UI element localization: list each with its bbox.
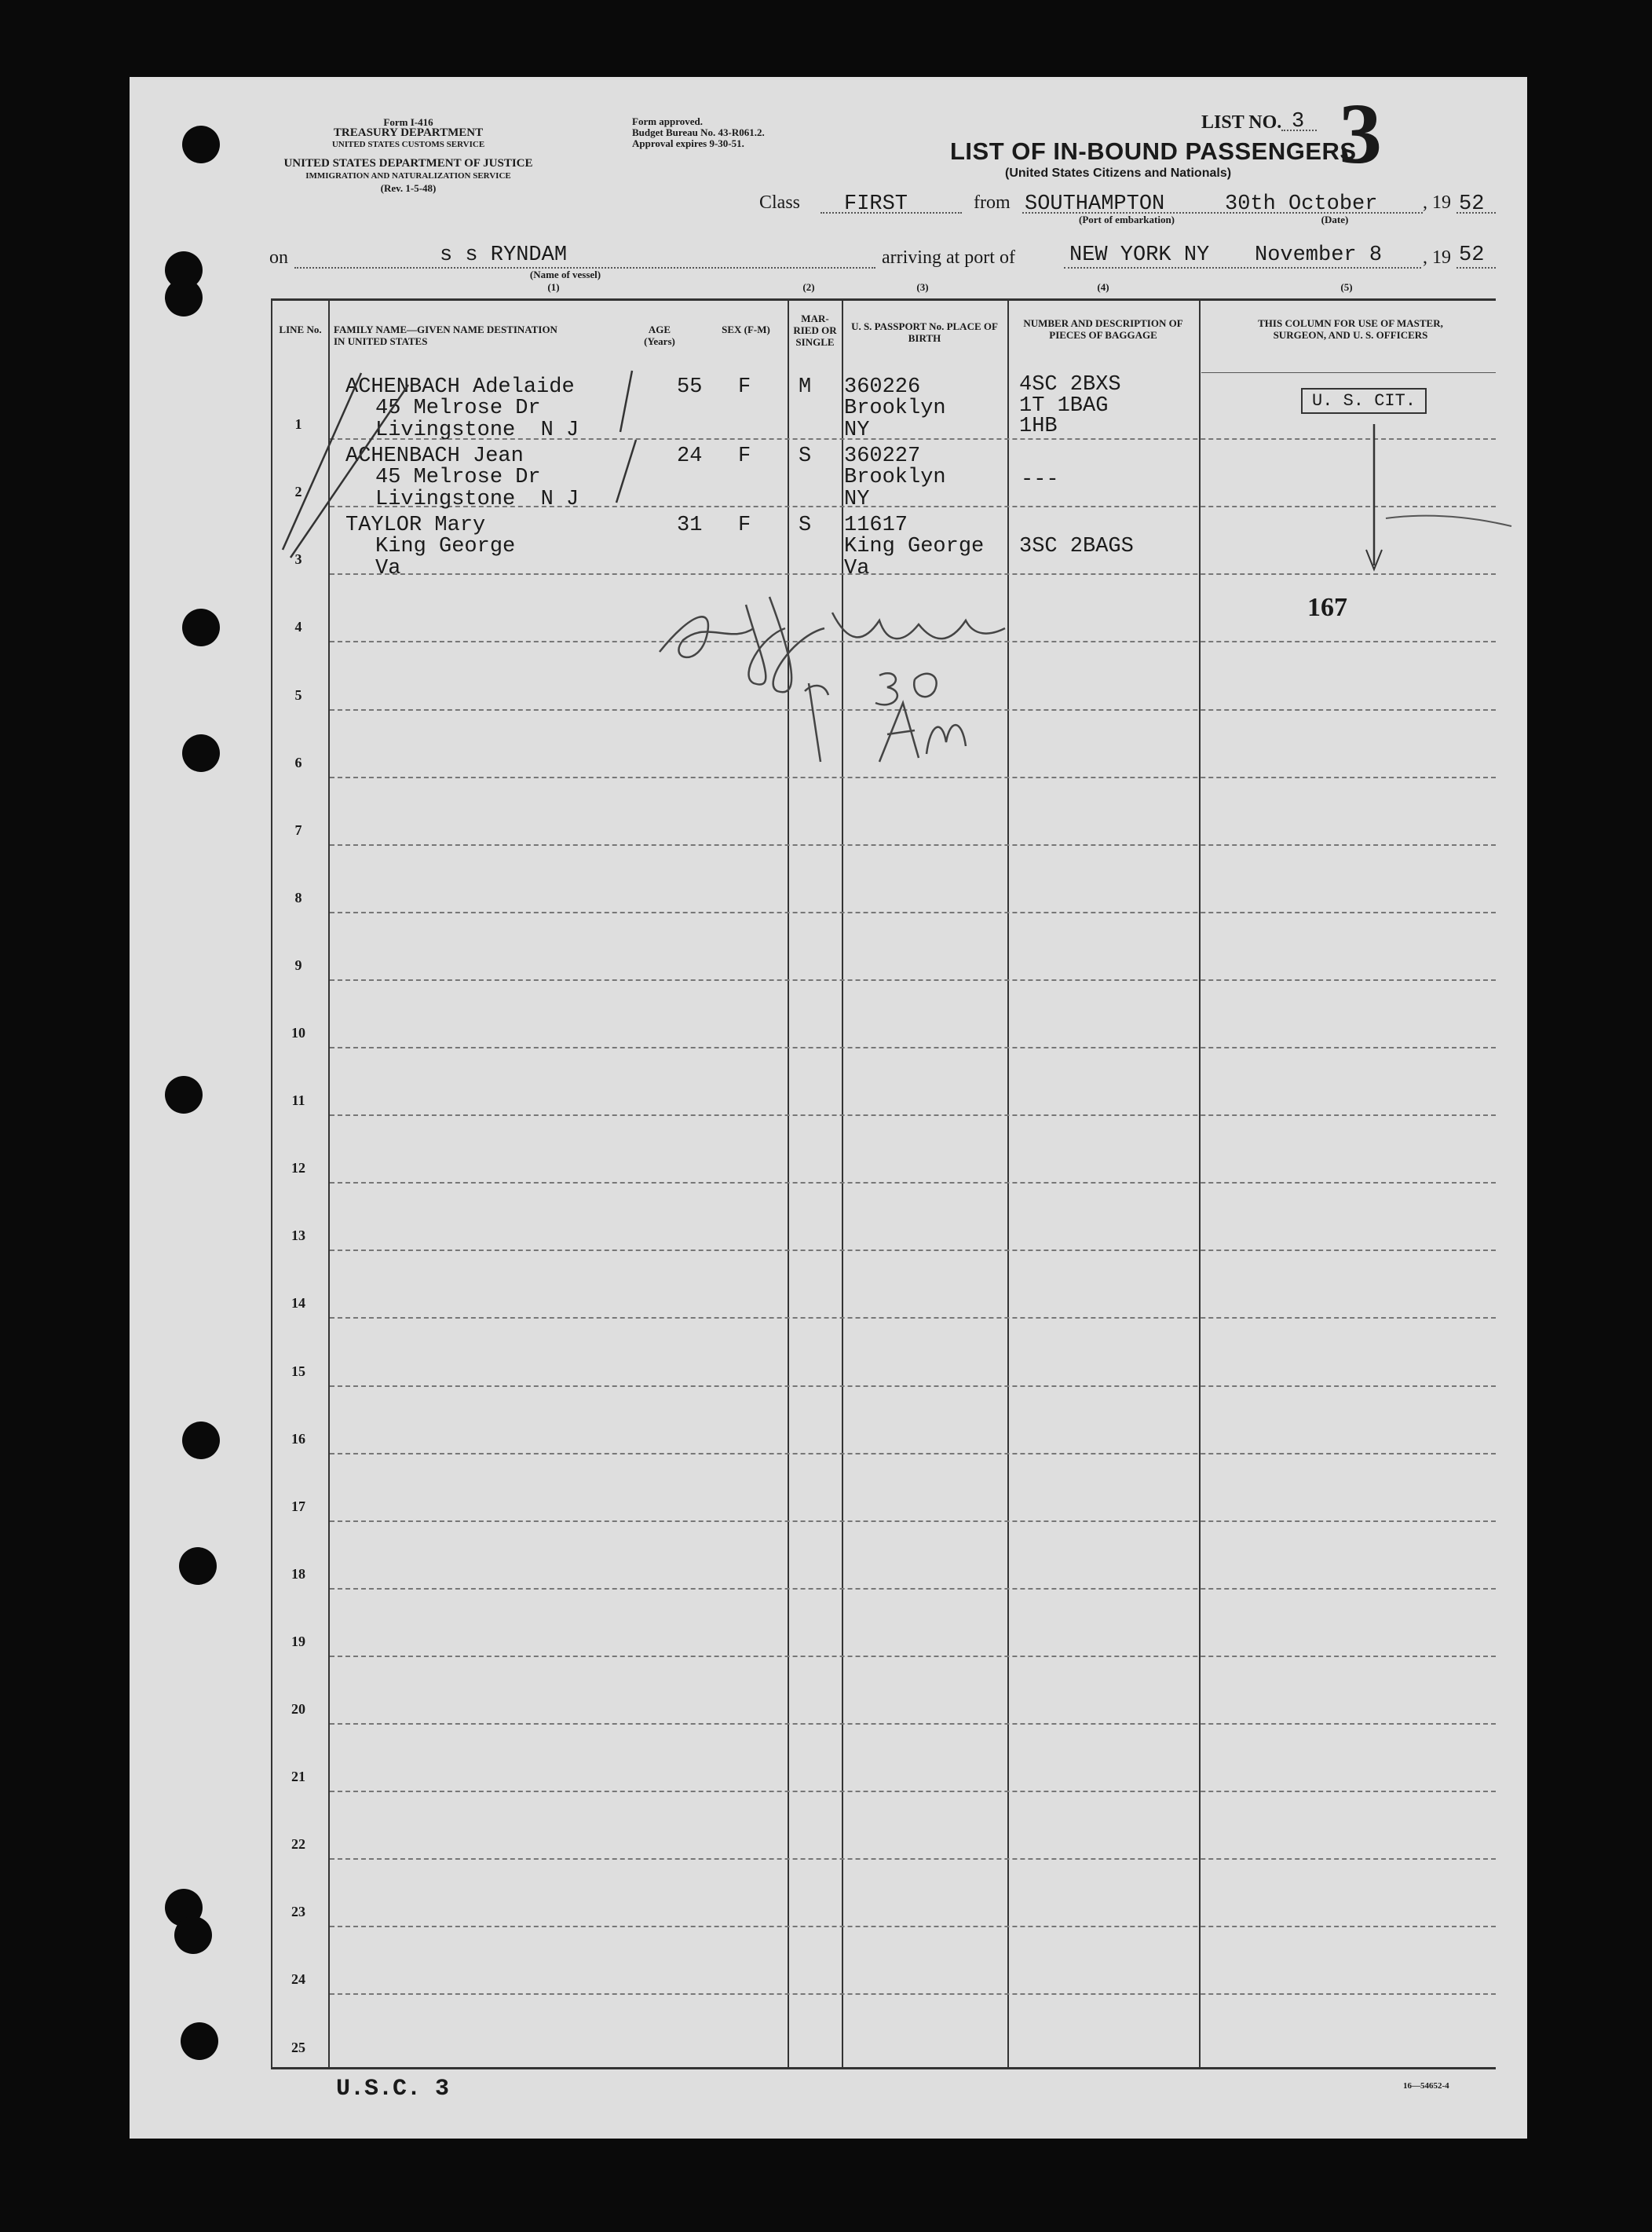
passenger-1-married: M <box>799 375 812 399</box>
header-name: FAMILY NAME—GIVEN NAME DESTINATION IN UNITED STATES <box>334 324 557 347</box>
binder-hole <box>165 1076 203 1114</box>
row-divider <box>330 1047 1496 1048</box>
col-1-number: (1) <box>547 281 560 293</box>
arrival-date: November 8 <box>1255 243 1383 267</box>
arrow-mark <box>1327 416 1515 573</box>
on-label: on <box>269 247 288 268</box>
line-number: 11 <box>291 1092 305 1109</box>
line-number: 3 <box>294 551 302 568</box>
approval-block: Form approved. Budget Bureau No. 43-R061.2. Approval expires 9-30-51. <box>632 115 765 149</box>
passenger-3-passport: 11617 <box>844 514 908 537</box>
form-number: Form I-416 <box>383 116 433 128</box>
passenger-3-married: S <box>799 514 812 537</box>
binder-hole <box>182 609 220 646</box>
row-divider <box>330 1317 1496 1319</box>
passenger-2-addr1: 45 Melrose Dr <box>375 466 541 489</box>
line-number: 17 <box>291 1498 305 1514</box>
arrival-year: 52 <box>1459 243 1485 267</box>
header-sex: SEX (F-M) <box>722 324 770 335</box>
row-divider <box>330 1520 1496 1522</box>
line-number: 8 <box>294 889 302 906</box>
row-divider <box>330 844 1496 846</box>
from-value: SOUTHAMPTON <box>1025 192 1165 216</box>
header-line-no: LINE No. <box>279 324 322 335</box>
handwritten-signature <box>644 565 1068 785</box>
row-divider <box>330 1182 1496 1184</box>
binder-hole <box>182 734 220 772</box>
vessel-name: s s RYNDAM <box>440 243 568 267</box>
col-2-number: (2) <box>802 281 815 293</box>
list-no-typed: 3 <box>1292 110 1305 134</box>
binder-hole <box>182 1422 220 1459</box>
passenger-3-addr1: King George <box>375 535 516 558</box>
line-number: 9 <box>294 957 302 973</box>
row-divider <box>330 1791 1496 1792</box>
passenger-1-bag1: 4SC 2BXS <box>1019 373 1121 397</box>
line-number: 12 <box>291 1160 305 1176</box>
binder-hole <box>165 279 203 317</box>
class-value: FIRST <box>844 192 908 216</box>
passenger-2-passport: 360227 <box>844 445 921 468</box>
row-divider <box>330 1926 1496 1927</box>
passenger-1-addr1: 45 Melrose Dr <box>375 397 541 420</box>
passenger-3-sex: F <box>738 514 751 537</box>
line-number: 7 <box>294 821 302 838</box>
passenger-2-bag1: --- <box>1021 468 1059 492</box>
line-number: 22 <box>291 1836 305 1853</box>
row-divider <box>330 912 1496 913</box>
passenger-3-birth2: Va <box>844 557 870 580</box>
line-number: 16 <box>291 1430 305 1447</box>
date-value: 30th October <box>1225 192 1378 216</box>
passenger-1-bag3: 1HB <box>1019 415 1058 438</box>
treasury-department: TREASURY DEPARTMENT <box>333 126 484 139</box>
us-cit-stamp: U. S. CIT. <box>1301 388 1427 414</box>
header-passport: U. S. PASSPORT No. PLACE OF BIRTH <box>851 320 998 344</box>
line-number: 24 <box>291 1971 305 1988</box>
line-number: 25 <box>291 2039 305 2055</box>
line-number: 13 <box>291 1228 305 1244</box>
line-number: 15 <box>291 1363 305 1379</box>
form-code: 16—54652-4 <box>1403 2081 1449 2091</box>
line-number: 4 <box>294 619 302 635</box>
arrival-port: NEW YORK NY <box>1069 243 1210 267</box>
year-value: 52 <box>1459 192 1485 216</box>
year-prefix: , 19 <box>1423 192 1451 213</box>
row-divider <box>330 979 1496 981</box>
passenger-3-age: 31 <box>677 514 703 537</box>
immigration-service: IMMIGRATION AND NATURALIZATION SERVICE <box>305 171 511 181</box>
col-4-number: (4) <box>1097 281 1109 293</box>
passenger-3-addr2: Va <box>375 557 401 580</box>
from-label: from <box>974 192 1011 213</box>
line-number: 21 <box>291 1769 305 1785</box>
revision: (Rev. 1-5-48) <box>380 182 437 194</box>
col-5-number: (5) <box>1340 281 1353 293</box>
vessel-caption: (Name of vessel) <box>529 269 601 280</box>
line-number: 1 <box>294 416 302 433</box>
arrival-year-prefix: , 19 <box>1423 247 1451 268</box>
list-no-label: LIST NO. <box>1201 112 1282 133</box>
binder-hole <box>182 126 220 163</box>
passenger-2-addr2: Livingstone N J <box>375 488 579 511</box>
passenger-1-sex: F <box>738 375 751 399</box>
line-number: 14 <box>291 1295 305 1312</box>
row-divider <box>330 1453 1496 1454</box>
header-married: MAR- RIED OR SINGLE <box>793 313 837 348</box>
port-caption: (Port of embarkation) <box>1078 214 1175 225</box>
row-divider <box>330 1723 1496 1725</box>
row-divider <box>330 1993 1496 1995</box>
line-number: 20 <box>291 1701 305 1717</box>
row-divider <box>330 1250 1496 1251</box>
header-baggage: NUMBER AND DESCRIPTION OF PIECES OF BAGGAGE <box>1023 317 1183 341</box>
passenger-1-passport: 360226 <box>844 375 921 399</box>
passenger-2-birth2: NY <box>844 488 870 511</box>
line-number: 5 <box>294 686 302 703</box>
col-3-number: (3) <box>916 281 929 293</box>
binder-hole <box>174 1916 212 1954</box>
line-number: 6 <box>294 754 302 770</box>
class-label: Class <box>759 192 801 213</box>
strike-marks <box>267 361 644 581</box>
row-divider <box>330 1858 1496 1860</box>
passenger-1-birth1: Brooklyn <box>844 397 946 420</box>
list-no-big: 3 <box>1339 86 1382 181</box>
passenger-1-name: ACHENBACH Adelaide <box>345 375 575 399</box>
line-number: 2 <box>294 484 302 500</box>
page-title: LIST OF IN-BOUND PASSENGERS <box>950 137 1357 165</box>
passenger-2-married: S <box>799 445 812 468</box>
passenger-1-bag2: 1T 1BAG <box>1019 394 1109 418</box>
passenger-2-age: 24 <box>677 445 703 468</box>
passenger-1-birth2: NY <box>844 419 870 442</box>
customs-service: UNITED STATES CUSTOMS SERVICE <box>331 140 485 149</box>
row-divider <box>330 1656 1496 1657</box>
page-subtitle: (United States Citizens and Nationals) <box>1005 166 1232 180</box>
line-number: 10 <box>291 1025 305 1041</box>
usc-code: U.S.C. 3 <box>336 2076 450 2102</box>
line-number: 19 <box>291 1633 305 1649</box>
justice-department: UNITED STATES DEPARTMENT OF JUSTICE <box>283 157 533 170</box>
date-caption: (Date) <box>1321 214 1349 225</box>
line-number: 23 <box>291 1904 305 1920</box>
passenger-2-name: ACHENBACH Jean <box>345 445 524 468</box>
binder-hole <box>181 2022 218 2060</box>
header-age: AGE (Years) <box>644 324 675 347</box>
header-officers: THIS COLUMN FOR USE OF MASTER, SURGEON, AND U. S. OFFICERS <box>1258 317 1443 341</box>
passenger-2-birth1: Brooklyn <box>844 466 946 489</box>
passenger-3-name: TAYLOR Mary <box>345 514 486 537</box>
line-number: 18 <box>291 1565 305 1582</box>
row-divider <box>330 1114 1496 1116</box>
arriving-label: arriving at port of <box>882 247 1015 268</box>
officer-number: 167 <box>1307 593 1347 622</box>
passenger-3-bag1: 3SC 2BAGS <box>1019 535 1134 558</box>
passenger-2-sex: F <box>738 445 751 468</box>
passenger-1-addr2: Livingstone N J <box>375 419 579 442</box>
passenger-3-birth1: King George <box>844 535 985 558</box>
binder-hole <box>179 1547 217 1585</box>
row-divider <box>330 1385 1496 1387</box>
row-divider <box>330 1588 1496 1590</box>
passenger-1-age: 55 <box>677 375 703 399</box>
